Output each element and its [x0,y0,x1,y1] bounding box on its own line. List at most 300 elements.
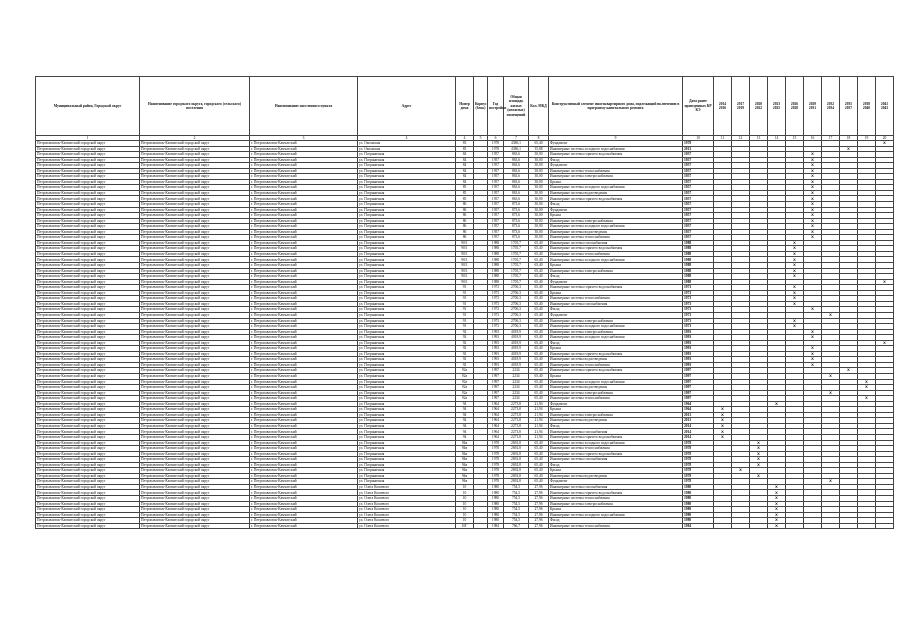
build-year-cell: 1978 [488,146,504,152]
period-mark: X [804,213,822,219]
share-cell: 65,40 [529,357,549,363]
street-cell: ул. Пограничная [358,373,456,379]
locality-cell: г. Петропавловск-Камчатский [250,357,358,363]
locality-cell: г. Петропавловск-Камчатский [250,418,358,424]
share-cell: 65,40 [529,346,549,352]
house-number-cell: 90/1 [456,274,474,280]
column-header: Адрес [358,77,456,136]
locality-cell: г. Петропавловск-Камчатский [250,512,358,518]
street-cell: ул. Пограничная [358,434,456,440]
settlement-cell: Петропавловск-Камчатский городской округ [140,362,250,368]
locality-cell: г. Петропавловск-Камчатский [250,240,358,246]
settlement-cell: Петропавловск-Камчатский городской округ [140,190,250,196]
period-mark: X [768,501,786,507]
period-mark: X [804,329,822,335]
period-mark: X [804,174,822,180]
period-mark: X [804,202,822,208]
area-cell: 863,6 [504,179,529,185]
locality-cell: г. Петропавловск-Камчатский [250,412,358,418]
house-number-cell: 86 [456,218,474,224]
element-cell: Инженерные системы теплоснабжения [549,251,683,257]
district-cell: Петропавловск-Камчатский городской округ [36,412,140,418]
district-cell: Петропавловск-Камчатский городской округ [36,290,140,296]
locality-cell: г. Петропавловск-Камчатский [250,235,358,241]
locality-cell: г. Петропавловск-Камчатский [250,484,358,490]
element-cell: Инженерные системы горячего водоснабжения [549,152,683,158]
header-row [36,77,894,136]
district-cell: Петропавловск-Камчатский городской округ [36,351,140,357]
house-number-cell: 10 [456,512,474,518]
settlement-cell: Петропавловск-Камчатский городской округ [140,340,250,346]
house-number-cell: 10 [456,490,474,496]
period-mark: X [714,407,732,413]
element-cell: Инженерные системы теплоснабжения [549,396,683,402]
share-cell: 65,40 [529,468,549,474]
house-number-cell: 94в [456,446,474,452]
share-cell: 65,40 [529,446,549,452]
period-mark: X [786,296,804,302]
column-header: 2026 2028 [786,77,804,136]
settlement-cell: Петропавловск-Камчатский городской округ [140,301,250,307]
district-cell: Петропавловск-Камчатский городской округ [36,257,140,263]
column-header: 2020 2022 [750,77,768,136]
house-number-cell: 92 [456,340,474,346]
build-year-cell: 1978 [488,457,504,463]
locality-cell: г. Петропавловск-Камчатский [250,429,358,435]
previous-repair-cell: 1973 [683,312,714,318]
period-mark: X [858,396,876,402]
district-cell: Петропавловск-Камчатский городской округ [36,446,140,452]
house-number-cell: 92 [456,362,474,368]
area-cell: 1705,7 [504,263,529,269]
locality-cell: г. Петропавловск-Камчатский [250,496,358,502]
build-year-cell: 1997 [488,390,504,396]
settlement-cell: Петропавловск-Камчатский городской округ [140,179,250,185]
settlement-cell: Петропавловск-Камчатский городской округ [140,202,250,208]
previous-repair-cell: 1993 [683,362,714,368]
house-number-cell: 92а [456,368,474,374]
settlement-cell: Петропавловск-Камчатский городской округ [140,518,250,524]
locality-cell: г. Петропавловск-Камчатский [250,385,358,391]
share-cell: 30,00 [529,185,549,191]
district-cell: Петропавловск-Камчатский городской округ [36,268,140,274]
previous-repair-cell: 1957 [683,207,714,213]
previous-repair-cell: 1957 [683,235,714,241]
area-cell: 2692,8 [504,446,529,452]
district-cell: Петропавловск-Камчатский городской округ [36,296,140,302]
district-cell: Петропавловск-Камчатский городской округ [36,152,140,158]
settlement-cell: Петропавловск-Камчатский городской округ [140,357,250,363]
period-mark: X [804,163,822,169]
street-cell: ул. Пограничная [358,312,456,318]
house-number-cell: 84 [456,168,474,174]
house-number-cell: 83 [456,141,474,147]
period-mark: X [804,157,822,163]
district-cell: Петропавловск-Камчатский городской округ [36,240,140,246]
street-cell: ул. Пограничная [358,257,456,263]
district-cell: Петропавловск-Камчатский городской округ [36,168,140,174]
share-cell: 65,40 [529,373,549,379]
house-number-cell: 94в [456,457,474,463]
area-cell: 1705,7 [504,251,529,257]
locality-cell: г. Петропавловск-Камчатский [250,185,358,191]
previous-repair-cell: 1978 [683,141,714,147]
previous-repair-cell: 1993 [683,340,714,346]
element-cell: Инженерные системы горячего водоснабжения [549,434,683,440]
build-year-cell: 1980 [488,484,504,490]
district-cell: Петропавловск-Камчатский городской округ [36,401,140,407]
build-year-cell: 1988 [488,246,504,252]
settlement-cell: Петропавловск-Камчатский городской округ [140,318,250,324]
previous-repair-cell: 1957 [683,202,714,208]
area-cell: 2234 [504,396,529,402]
settlement-cell: Петропавловск-Камчатский городской округ [140,196,250,202]
area-cell: 2273,8 [504,412,529,418]
build-year-cell: 1957 [488,179,504,185]
house-number-cell: 10 [456,496,474,502]
element-cell: Инженерные системы газоснабжения [549,484,683,490]
street-cell: ул. Пограничная [358,229,456,235]
settlement-cell: Петропавловск-Камчатский городской округ [140,240,250,246]
period-mark: X [750,457,768,463]
column-header: Корпус (блок) [474,77,488,136]
previous-repair-cell: 1997 [683,373,714,379]
area-cell: 2692,8 [504,462,529,468]
share-cell: 30,00 [529,229,549,235]
element-cell: Фасад [549,157,683,163]
build-year-cell: 1973 [488,307,504,313]
district-cell: Петропавловск-Камчатский городской округ [36,429,140,435]
share-cell: 65,40 [529,390,549,396]
previous-repair-cell: 2013 [683,418,714,424]
street-cell: ул. Пограничная [358,429,456,435]
locality-cell: г. Петропавловск-Камчатский [250,324,358,330]
share-cell: 65,40 [529,451,549,457]
previous-repair-cell: 1957 [683,224,714,230]
previous-repair-cell: 1993 [683,346,714,352]
element-cell: Инженерные системы газоснабжения [549,429,683,435]
district-cell: Петропавловск-Камчатский городской округ [36,396,140,402]
period-cell [804,523,822,529]
previous-repair-cell: 1988 [683,274,714,280]
period-mark: X [804,218,822,224]
previous-repair-cell: 1973 [683,301,714,307]
settlement-cell: Петропавловск-Камчатский городской округ [140,396,250,402]
area-cell: 2234 [504,379,529,385]
district-cell: Петропавловск-Камчатский городской округ [36,423,140,429]
share-cell: 65,40 [529,307,549,313]
share-cell: 65,40 [529,263,549,269]
settlement-cell: Петропавловск-Камчатский городской округ [140,307,250,313]
build-year-cell: 1978 [488,451,504,457]
settlement-cell: Петропавловск-Камчатский городской округ [140,229,250,235]
element-cell: Инженерные системы электроснабжения [549,318,683,324]
house-number-cell: 94 [456,412,474,418]
build-year-cell: 1957 [488,163,504,169]
house-number-cell: 91 [456,318,474,324]
house-number-cell: 85 [456,196,474,202]
house-number-cell: 92 [456,346,474,352]
locality-cell: г. Петропавловск-Камчатский [250,379,358,385]
settlement-cell: Петропавловск-Камчатский городской округ [140,523,250,529]
street-cell: ул. Пограничная [358,274,456,280]
street-cell: ул. Океанская [358,146,456,152]
house-number-cell: 92а [456,390,474,396]
column-header: Наименование городского округа, городского (сельского) поселения [140,77,250,136]
period-mark: X [804,224,822,230]
house-number-cell: 92а [456,373,474,379]
area-cell: 873,6 [504,229,529,235]
area-cell: 863,6 [504,174,529,180]
period-mark: X [750,451,768,457]
house-number-cell: 92 [456,329,474,335]
share-cell: 65,40 [529,312,549,318]
element-cell: Фундамент [549,207,683,213]
district-cell: Петропавловск-Камчатский городской округ [36,274,140,280]
period-mark: X [804,351,822,357]
area-cell: 2273,8 [504,423,529,429]
street-cell: ул. Пограничная [358,479,456,485]
build-year-cell: 1957 [488,218,504,224]
locality-cell: г. Петропавловск-Камчатский [250,157,358,163]
column-number: 19 [858,136,876,141]
build-year-cell: 1973 [488,312,504,318]
house-number-cell: 92а [456,379,474,385]
build-year-cell: 1957 [488,213,504,219]
district-cell: Петропавловск-Камчатский городской округ [36,357,140,363]
share-cell: 27,96 [529,518,549,524]
build-year-cell: 1978 [488,446,504,452]
settlement-cell: Петропавловск-Камчатский городской округ [140,373,250,379]
settlement-cell: Петропавловск-Камчатский городской округ [140,257,250,263]
house-number-cell: 90/1 [456,279,474,285]
period-mark: X [750,440,768,446]
area-cell: 863,6 [504,168,529,174]
street-cell: ул. Пограничная [358,368,456,374]
element-cell: Инженерные системы теплоснабжения [549,496,683,502]
settlement-cell: Петропавловск-Камчатский городской округ [140,185,250,191]
area-cell: 2706,3 [504,324,529,330]
district-cell: Петропавловск-Камчатский городской округ [36,307,140,313]
element-cell: Инженерные системы горячего водоснабжения [549,246,683,252]
column-header: 2017 2019 [732,77,750,136]
locality-cell: г. Петропавловск-Камчатский [250,190,358,196]
area-cell: 4018,9 [504,340,529,346]
period-mark: X [786,257,804,263]
element-cell: Инженерные системы теплоснабжения [549,446,683,452]
house-number-cell: 84 [456,163,474,169]
street-cell: ул. Пограничная [358,246,456,252]
previous-repair-cell: 1957 [683,157,714,163]
previous-repair-cell: 1973 [683,285,714,291]
locality-cell: г. Петропавловск-Камчатский [250,518,358,524]
house-number-cell: 84 [456,157,474,163]
element-cell: Инженерные системы электроснабжения [549,329,683,335]
build-year-cell: 1978 [488,440,504,446]
period-mark: X [714,434,732,440]
element-cell: Фасад [549,462,683,468]
area-cell: 754,5 [504,501,529,507]
settlement-cell: Петропавловск-Камчатский городской округ [140,418,250,424]
build-year-cell: 1997 [488,385,504,391]
build-year-cell: 1997 [488,379,504,385]
settlement-cell: Петропавловск-Камчатский городской округ [140,218,250,224]
district-cell: Петропавловск-Камчатский городской округ [36,202,140,208]
build-year-cell: 1980 [488,518,504,524]
street-cell: ул. Пограничная [358,346,456,352]
share-cell: 65,40 [529,335,549,341]
street-cell: ул. Пограничная [358,351,456,357]
house-number-cell: 85 [456,190,474,196]
house-number-cell: 94в [456,462,474,468]
locality-cell: г. Петропавловск-Камчатский [250,490,358,496]
column-number: 17 [822,136,840,141]
build-year-cell: 1957 [488,152,504,158]
build-year-cell: 1980 [488,490,504,496]
street-cell: ул. Олега Кошевого [358,518,456,524]
column-number: 13 [750,136,768,141]
element-cell: Инженерные системы электроснабжения [549,218,683,224]
settlement-cell: Петропавловск-Камчатский городской округ [140,296,250,302]
street-cell: ул. Олега Кошевого [358,501,456,507]
street-cell: ул. Пограничная [358,407,456,413]
share-cell: 27,96 [529,490,549,496]
period-cell [750,523,768,529]
settlement-cell: Петропавловск-Камчатский городской округ [140,279,250,285]
share-cell: 65,40 [529,396,549,402]
previous-repair-cell: 1957 [683,185,714,191]
build-year-cell: 1980 [488,507,504,513]
district-cell: Петропавловск-Камчатский городской округ [36,141,140,147]
build-year-cell: 1984 [488,523,504,529]
element-cell: Инженерные системы горячего водоснабжения [549,490,683,496]
period-mark: X [822,479,840,485]
build-year-cell: 1957 [488,235,504,241]
build-year-cell: 1978 [488,141,504,147]
street-cell: ул. Пограничная [358,263,456,269]
share-cell: 21,94 [529,412,549,418]
share-cell: 65,40 [529,473,549,479]
column-header: 2014 2016 [714,77,732,136]
build-year-cell: 1964 [488,429,504,435]
share-cell: 27,96 [529,507,549,513]
build-year-cell: 1957 [488,207,504,213]
period-mark: X [768,523,786,529]
area-cell: 873,6 [504,202,529,208]
column-number: 9 [549,136,683,141]
area-cell: 2692,8 [504,457,529,463]
street-cell: ул. Пограничная [358,290,456,296]
house-number-cell: 94в [456,451,474,457]
locality-cell: г. Петропавловск-Камчатский [250,340,358,346]
build-year-cell: 1980 [488,496,504,502]
build-year-cell: 1964 [488,412,504,418]
previous-repair-cell: 1997 [683,368,714,374]
build-year-cell: 1957 [488,229,504,235]
street-cell: ул. Пограничная [358,157,456,163]
build-year-cell: 1993 [488,351,504,357]
district-cell: Петропавловск-Камчатский городской округ [36,457,140,463]
previous-repair-cell: 1997 [683,385,714,391]
share-cell: 65,40 [529,240,549,246]
previous-repair-cell: 1973 [683,307,714,313]
previous-repair-cell: 1957 [683,152,714,158]
area-cell: 2273,8 [504,407,529,413]
district-cell: Петропавловск-Камчатский городской округ [36,229,140,235]
period-cell [822,523,840,529]
column-number: 4 [358,136,456,141]
period-mark: X [768,484,786,490]
street-cell: ул. Пограничная [358,340,456,346]
street-cell: ул. Пограничная [358,401,456,407]
element-cell: Инженерные системы теплоснабжения [549,523,683,529]
share-cell: 65,40 [529,479,549,485]
settlement-cell: Петропавловск-Камчатский городской округ [140,407,250,413]
locality-cell: г. Петропавловск-Камчатский [250,268,358,274]
street-cell: ул. Пограничная [358,185,456,191]
share-cell: 30,00 [529,196,549,202]
column-number: 5 [474,136,488,141]
period-mark: X [768,496,786,502]
district-cell: Петропавловск-Камчатский городской округ [36,312,140,318]
element-cell: Инженерные системы теплоснабжения [549,362,683,368]
element-cell: Инженерные системы электроснабжения [549,174,683,180]
column-number: 16 [804,136,822,141]
district-cell: Петропавловск-Камчатский городской округ [36,473,140,479]
street-cell: ул. Пограничная [358,462,456,468]
share-cell: 30,00 [529,207,549,213]
element-cell: Инженерные системы горячего водоснабжения [549,196,683,202]
element-cell: Инженерные системы водоотведения [549,418,683,424]
area-cell: 863,6 [504,185,529,191]
settlement-cell: Петропавловск-Камчатский городской округ [140,163,250,169]
element-cell: Фасад [549,340,683,346]
period-mark: X [822,373,840,379]
house-number-cell: 10 [456,507,474,513]
settlement-cell: Петропавловск-Камчатский городской округ [140,490,250,496]
previous-repair-cell: 2013 [683,412,714,418]
period-mark: X [786,318,804,324]
share-cell: 30,00 [529,218,549,224]
locality-cell: г. Петропавловск-Камчатский [250,390,358,396]
street-cell: ул. Пограничная [358,224,456,230]
column-number: 1 [36,136,140,141]
build-year-cell: 1973 [488,324,504,330]
locality-cell: г. Петропавловск-Камчатский [250,168,358,174]
column-header: Год постройки [488,77,504,136]
settlement-cell: Петропавловск-Камчатский городской округ [140,479,250,485]
locality-cell: г. Петропавловск-Камчатский [250,473,358,479]
settlement-cell: Петропавловск-Камчатский городской округ [140,434,250,440]
house-number-cell: 84 [456,179,474,185]
locality-cell: г. Петропавловск-Камчатский [250,274,358,280]
period-mark: X [714,429,732,435]
settlement-cell: Петропавловск-Камчатский городской округ [140,462,250,468]
build-year-cell: 1964 [488,401,504,407]
district-cell: Петропавловск-Камчатский городской округ [36,468,140,474]
street-cell: ул. Пограничная [358,385,456,391]
previous-repair-cell: 1964 [683,401,714,407]
column-header: 2041 2043 [876,77,894,136]
locality-cell: г. Петропавловск-Камчатский [250,451,358,457]
element-cell: Инженерные системы теплоснабжения [549,168,683,174]
period-cell [714,523,732,529]
street-cell: ул. Пограничная [358,251,456,257]
street-cell: ул. Пограничная [358,457,456,463]
house-number-cell: 86 [456,224,474,230]
settlement-cell: Петропавловск-Камчатский городской округ [140,251,250,257]
street-cell: ул. Пограничная [358,357,456,363]
